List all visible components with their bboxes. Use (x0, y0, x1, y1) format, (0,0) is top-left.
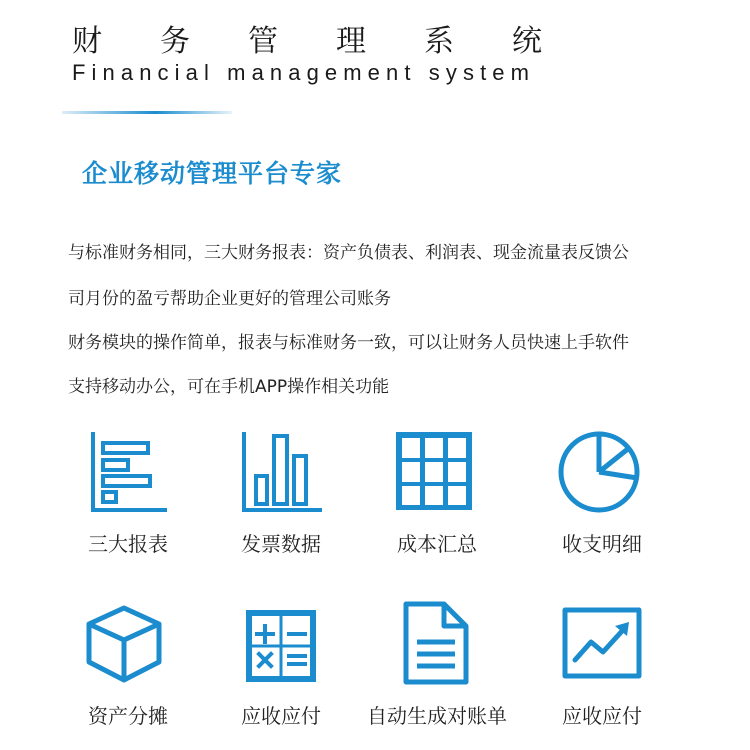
title-char: 系 (424, 24, 454, 59)
title-divider (62, 111, 232, 114)
trend-chart-icon (557, 604, 647, 686)
document-icon (392, 600, 482, 686)
description-line: 司月份的盈亏帮助企业更好的管理公司账务 (68, 289, 391, 309)
feature-receivable-payable-2[interactable] (527, 604, 677, 728)
title-char: 理 (336, 24, 366, 59)
title-char: 财 (72, 24, 102, 59)
feature-label: 应收应付 (241, 704, 321, 728)
calculator-icon (236, 604, 326, 686)
feature-label: 自动生成对账单 (367, 704, 507, 728)
feature-label: 应收应付 (562, 704, 642, 728)
feature-receivable-payable[interactable] (206, 604, 356, 728)
feature-label: 资产分摊 (88, 704, 168, 728)
description-line: 支持移动办公，可在手机APP操作相关功能 (68, 377, 390, 397)
feature-reports[interactable] (53, 428, 203, 556)
feature-asset-allocation[interactable] (53, 604, 203, 728)
title-char: 管 (248, 24, 278, 59)
title-char: 务 (160, 24, 190, 59)
grid-table-icon (392, 428, 482, 518)
description-line: 与标准财务相同，三大财务报表：资产负债表、利润表、现金流量表反馈公 (68, 243, 629, 263)
pie-chart-icon (557, 428, 647, 518)
page-title (72, 22, 542, 62)
horizontal-bar-report-icon (83, 428, 173, 518)
feature-income-expense[interactable] (527, 428, 677, 556)
page-title-english: Financial management system (72, 60, 536, 85)
feature-label: 收支明细 (562, 532, 642, 556)
cube-icon (83, 604, 173, 686)
feature-label: 发票数据 (241, 532, 321, 556)
vertical-bar-chart-icon (236, 428, 326, 518)
feature-auto-statement[interactable] (362, 600, 512, 728)
feature-cost-summary[interactable] (362, 428, 512, 556)
feature-label: 三大报表 (88, 532, 168, 556)
description-line: 财务模块的操作简单，报表与标准财务一致，可以让财务人员快速上手软件 (68, 333, 629, 353)
title-char: 统 (512, 24, 542, 59)
feature-label: 成本汇总 (397, 532, 477, 556)
feature-invoices[interactable] (206, 428, 356, 556)
section-subtitle: 企业移动管理平台专家 (82, 159, 343, 188)
